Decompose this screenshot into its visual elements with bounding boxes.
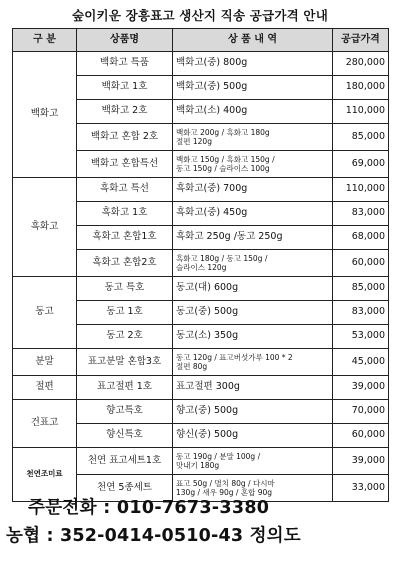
product-detail-line: 동고(중) 500g bbox=[176, 306, 239, 318]
product-detail-cell bbox=[173, 178, 333, 202]
product-name-cell: 흑화고 혼합1호 bbox=[77, 226, 173, 250]
product-name-cell: 향신특호 bbox=[77, 424, 173, 448]
product-name-cell: 흑화고 특선 bbox=[77, 178, 173, 202]
product-detail-cell bbox=[173, 151, 333, 178]
product-detail-line: 흑화고 180g / 동고 150g / bbox=[176, 254, 268, 263]
price-cell: 85,000 bbox=[333, 124, 389, 151]
product-detail-line: 백화고(중) 500g bbox=[176, 81, 248, 93]
product-name-cell: 백화고 혼합 2호 bbox=[77, 124, 173, 151]
product-detail-cell bbox=[173, 250, 333, 277]
product-detail-line: 흑화고(중) 450g bbox=[176, 207, 248, 219]
price-cell: 39,000 bbox=[333, 376, 389, 400]
product-detail-cell bbox=[173, 202, 333, 226]
product-detail-line: 동고(소) 350g bbox=[176, 330, 239, 342]
table-row bbox=[13, 178, 389, 202]
product-detail-cell bbox=[173, 76, 333, 100]
price-cell: 33,000 bbox=[333, 475, 389, 502]
product-detail-line: 동고 150g / 슬라이스 100g bbox=[176, 164, 270, 173]
product-name-cell: 백화고 혼합특선 bbox=[77, 151, 173, 178]
header-price: 공급가격 bbox=[333, 29, 389, 52]
price-cell: 85,000 bbox=[333, 277, 389, 301]
product-name-cell: 향고특호 bbox=[77, 400, 173, 424]
table-row bbox=[13, 52, 389, 76]
price-cell: 68,000 bbox=[333, 226, 389, 250]
price-cell: 180,000 bbox=[333, 76, 389, 100]
product-detail-line: 흑화고 250g /동고 250g bbox=[176, 231, 283, 243]
category-cell: 분말 bbox=[13, 349, 77, 376]
price-cell: 110,000 bbox=[333, 178, 389, 202]
product-detail-line: 동고(대) 600g bbox=[176, 282, 239, 294]
header-product-detail: 상 품 내 역 bbox=[173, 29, 333, 52]
header-category: 구 분 bbox=[13, 29, 77, 52]
price-cell: 83,000 bbox=[333, 301, 389, 325]
price-cell: 39,000 bbox=[333, 448, 389, 475]
product-detail-line: 맛내기 180g bbox=[176, 461, 220, 470]
product-detail-line: 130g / 새우 90g / 혼합 90g bbox=[176, 488, 273, 497]
table-row bbox=[13, 376, 389, 400]
price-table bbox=[12, 28, 389, 502]
product-detail-cell bbox=[173, 400, 333, 424]
product-detail-line: 동고 120g / 표고버섯가루 100 * 2 bbox=[176, 353, 293, 362]
category-cell: 천연조미료 bbox=[13, 448, 77, 502]
product-detail-line: 백화고(중) 800g bbox=[176, 57, 248, 69]
price-cell: 69,000 bbox=[333, 151, 389, 178]
product-detail-line: 향신(중) 500g bbox=[176, 429, 239, 441]
table-row bbox=[13, 349, 389, 376]
table-row bbox=[13, 448, 389, 475]
price-cell: 70,000 bbox=[333, 400, 389, 424]
product-detail-line: 향고(중) 500g bbox=[176, 405, 239, 417]
product-name-cell: 표고절편 1호 bbox=[77, 376, 173, 400]
product-name-cell: 천연 표고세트1호 bbox=[77, 448, 173, 475]
price-table-body bbox=[13, 52, 389, 502]
product-name-cell: 동고 특호 bbox=[77, 277, 173, 301]
product-detail-line: 흑화고(중) 700g bbox=[176, 183, 248, 195]
price-cell: 83,000 bbox=[333, 202, 389, 226]
product-detail-line: 백화고 200g / 흑화고 180g bbox=[176, 128, 270, 137]
page-title: 숲이키운 장흥표고 생산지 직송 공급가격 안내 bbox=[72, 8, 328, 23]
category-cell: 백화고 bbox=[13, 52, 77, 178]
product-detail-line: 백화고 150g / 흑화고 150g / bbox=[176, 155, 275, 164]
category-cell: 동고 bbox=[13, 277, 77, 349]
product-detail-cell bbox=[173, 52, 333, 76]
product-detail-cell bbox=[173, 226, 333, 250]
price-cell: 280,000 bbox=[333, 52, 389, 76]
table-row bbox=[13, 400, 389, 424]
product-name-cell: 백화고 특품 bbox=[77, 52, 173, 76]
product-name-cell: 동고 2호 bbox=[77, 325, 173, 349]
product-name-cell: 흑화고 혼합2호 bbox=[77, 250, 173, 277]
product-detail-line: 백화고(소) 400g bbox=[176, 105, 248, 117]
product-detail-cell bbox=[173, 448, 333, 475]
category-cell: 흑화고 bbox=[13, 178, 77, 277]
product-detail-cell bbox=[173, 349, 333, 376]
product-detail-line: 절편 80g bbox=[176, 362, 208, 371]
product-detail-line: 슬라이스 120g bbox=[176, 263, 227, 272]
product-detail-line: 표고절편 300g bbox=[176, 381, 240, 393]
price-cell: 110,000 bbox=[333, 100, 389, 124]
price-cell: 60,000 bbox=[333, 424, 389, 448]
product-name-cell: 흑화고 1호 bbox=[77, 202, 173, 226]
product-detail-line: 동고 190g / 분말 100g / bbox=[176, 452, 261, 461]
product-name-cell: 천연 5종세트 bbox=[77, 475, 173, 502]
product-detail-cell bbox=[173, 277, 333, 301]
table-row bbox=[13, 277, 389, 301]
product-name-cell: 표고분말 혼합3호 bbox=[77, 349, 173, 376]
category-cell: 절편 bbox=[13, 376, 77, 400]
product-name-cell: 동고 1호 bbox=[77, 301, 173, 325]
order-phone: 주문전화 : 010-7673-3380 bbox=[28, 498, 270, 518]
product-detail-cell bbox=[173, 325, 333, 349]
product-detail-cell bbox=[173, 124, 333, 151]
bank-account: 농협 : 352-0414-0510-43 정의도 bbox=[6, 526, 301, 546]
header-row bbox=[13, 29, 389, 52]
product-name-cell: 백화고 2호 bbox=[77, 100, 173, 124]
product-detail-cell bbox=[173, 100, 333, 124]
product-detail-line: 표고 50g / 멸치 80g / 다시마 bbox=[176, 479, 275, 488]
product-name-cell: 백화고 1호 bbox=[77, 76, 173, 100]
header-product-name: 상품명 bbox=[77, 29, 173, 52]
product-detail-cell bbox=[173, 376, 333, 400]
category-cell: 건표고 bbox=[13, 400, 77, 448]
product-detail-cell bbox=[173, 301, 333, 325]
price-cell: 60,000 bbox=[333, 250, 389, 277]
product-detail-cell bbox=[173, 424, 333, 448]
price-cell: 53,000 bbox=[333, 325, 389, 349]
product-detail-line: 절편 120g bbox=[176, 137, 212, 146]
price-cell: 45,000 bbox=[333, 349, 389, 376]
